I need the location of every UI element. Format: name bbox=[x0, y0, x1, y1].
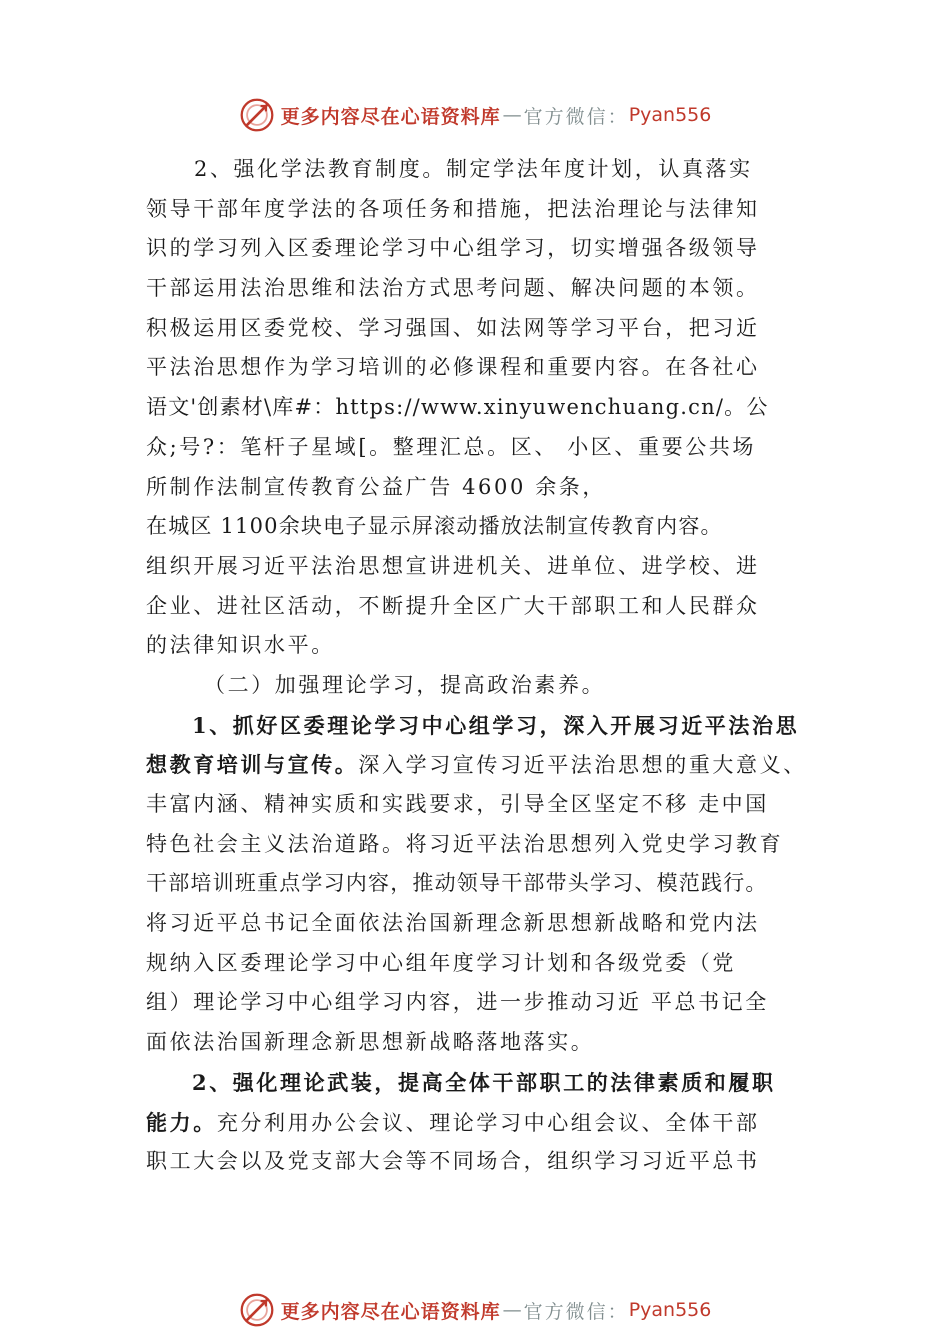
bold-lead: 2、强化理论武装，提高全体干部职工的法律素质和履职 bbox=[192, 1069, 776, 1095]
paragraph-line: 语文'创素材\库#：https://www.xinyuwenchuang.cn/。公 bbox=[146, 395, 769, 420]
section-heading: （二）加强理论学习，提高政治素养。 bbox=[204, 672, 606, 697]
paragraph-line: 丰富内涵、精神实质和实践要求，引导全区坚定不移 走中国 bbox=[146, 792, 769, 816]
paragraph-line bbox=[146, 706, 846, 746]
paragraph-line: 组）理论学习中心组学习内容，进一步推动习近 平总书记全 bbox=[146, 990, 769, 1015]
paragraph-line: 职工大会以及党支部大会等不同场合，组织学习习近平总书 bbox=[146, 1149, 760, 1174]
header-wechat-label: 官方微信： bbox=[523, 105, 629, 128]
bold-lead: 能力。 bbox=[146, 1109, 217, 1135]
paragraph-line: 干部培训班重点学习内容，推动领导干部带头学习、模范践行。 bbox=[146, 871, 768, 896]
paragraph-line: 规纳入区委理论学习中心组年度学习计划和各级党委（党 bbox=[146, 950, 736, 975]
footer-separator: — bbox=[502, 1299, 522, 1321]
paragraph-line: 能力。充分利用办公会议、理论学习中心组会议、全体干部 bbox=[146, 1109, 760, 1135]
paragraph-line bbox=[146, 1063, 846, 1103]
footer-wechat-label: 官方微信： bbox=[523, 1300, 629, 1323]
bold-lead: 想教育培训与宣传。 bbox=[146, 752, 359, 778]
header-wechat-id: Pyan556 bbox=[628, 104, 712, 126]
paragraph-line: 所制作法制宣传教育公益广告 4600 余条， bbox=[146, 474, 606, 499]
footer-wechat-id: Pyan556 bbox=[628, 1299, 712, 1321]
paragraph-line: 的法律知识水平。 bbox=[146, 633, 335, 658]
header-watermark bbox=[0, 95, 950, 135]
paragraph-line: 众;号?：笔杆子星域[。整理汇总。区、 小区、重要公共场 bbox=[146, 434, 756, 459]
paragraph-line: 企业、进社区活动，不断提升全区广大干部职工和人民群众 bbox=[146, 593, 760, 618]
paragraph-line: 积极运用区委党校、学习强国、如法网等学习平台，把习近 bbox=[146, 315, 760, 340]
paragraph-line: 想教育培训与宣传。深入学习宣传习近平法治思想的重大意义、 bbox=[146, 752, 807, 778]
paragraph-line: 2、强化学法教育制度。制定学法年度计划，认真落实 bbox=[194, 157, 753, 181]
brand-logo-icon bbox=[239, 1292, 275, 1328]
bold-lead: 1、抓好区委理论学习中心组学习，深入开展习近平法治思 bbox=[192, 712, 800, 738]
document-body bbox=[146, 150, 846, 1182]
paragraph-line: 将习近平总书记全面依法治国新理念新思想新战略和党内法 bbox=[146, 911, 760, 936]
footer-watermark bbox=[0, 1290, 950, 1330]
header-brand: 更多内容尽在心语资料库 bbox=[280, 105, 501, 128]
paragraph-line: 领导干部年度学法的各项任务和措施，把法治理论与法律知 bbox=[146, 196, 760, 221]
brand-logo-icon bbox=[239, 97, 275, 133]
paragraph-line: 组织开展习近平法治思想宣讲进机关、进单位、进学校、进 bbox=[146, 553, 760, 578]
paragraph-line: 特色社会主义法治道路。将习近平法治思想列入党史学习教育 bbox=[146, 831, 784, 856]
paragraph-line: 识的学习列入区委理论学习中心组学习，切实增强各级领导 bbox=[146, 236, 760, 261]
header-separator: — bbox=[502, 104, 522, 126]
footer-brand: 更多内容尽在心语资料库 bbox=[280, 1300, 501, 1323]
paragraph-line: 面依法治国新理念新思想新战略落地落实。 bbox=[146, 1030, 595, 1055]
paragraph-line: 平法治思想作为学习培训的必修课程和重要内容。在各社心 bbox=[146, 355, 760, 380]
paragraph-line: 在城区 1100余块电子显示屏滚动播放法制宣传教育内容。 bbox=[146, 514, 723, 539]
paragraph-line: 干部运用法治思维和法治方式思考问题、解决问题的本领。 bbox=[146, 276, 760, 301]
